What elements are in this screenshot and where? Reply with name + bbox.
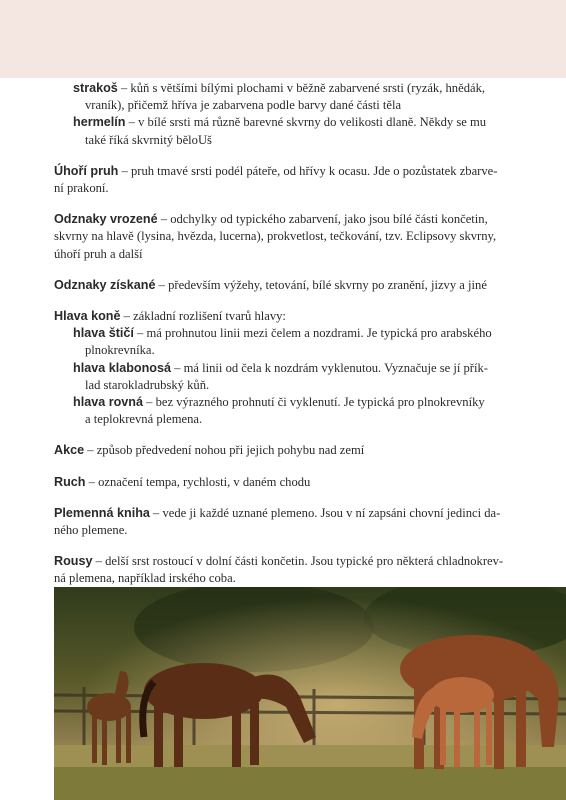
sep: – [171, 360, 184, 375]
entry-klabonosa-cont: lad starokladrubský kůň. [85, 377, 210, 392]
term: hlava štičí [73, 326, 134, 341]
term: Plemenná kniha [54, 505, 150, 520]
text: kůň s většími bílými plochami v běžně zabarvené srsti (ryzák, hnědák, [130, 81, 486, 95]
entry-strakos [54, 80, 514, 97]
text: vede ji každé uznané plemeno. Jsou v ní zapsáni chovní jedinci da- [162, 505, 501, 520]
page-header-band [0, 0, 566, 78]
entry-hermelin-cont: také říká skvrnitý běloUš [85, 132, 212, 147]
entry-kniha [54, 505, 514, 522]
glossary-text [54, 80, 514, 588]
term: Úhoří pruh [54, 163, 119, 178]
text: způsob předvedení nohou při jejich pohybu nad zemí [96, 443, 365, 458]
text: v bílé srsti má různě barevné skvrny do velikosti dlaně. Někdy se mu [138, 115, 487, 130]
term: Odznaky vrozené [54, 212, 158, 227]
text: má prohnutou linii mezi čelem a nozdrami. Je typická pro arabského [146, 326, 492, 341]
sep: – [149, 505, 163, 520]
entry-klabonosa [54, 360, 514, 377]
entry-stiti [54, 325, 514, 342]
sep: – [92, 554, 106, 569]
term: Ruch [54, 474, 86, 489]
sep: – [85, 474, 99, 489]
sep: – [133, 326, 147, 341]
term: Hlava koně [54, 309, 121, 324]
term: Odznaky získané [54, 277, 156, 292]
horses-photo [54, 587, 566, 800]
text: označení tempa, rychlosti, v daném chodu [98, 474, 311, 489]
text: má linii od čela k nozdrám vyklenutou. Vyznačuje se jí přík- [183, 360, 488, 375]
entry-vrozene-cont2: úhoří pruh a další [54, 246, 143, 261]
text: pruh tmavé srsti podél páteře, od hřívy k ocasu. Jde o pozůstatek zbarve- [130, 163, 498, 178]
text: bez výrazného prohnutí či vyklenutí. Je typická pro plnokrevníky [155, 395, 485, 410]
entry-rovna-cont: a teplokrevná plemena. [85, 412, 203, 427]
entry-hlava [54, 308, 514, 325]
entry-ruch [54, 474, 514, 491]
term: hlava rovná [73, 395, 143, 410]
sep: – [117, 81, 131, 95]
entry-uhori-cont: ní prakoní. [54, 181, 109, 196]
term: hermelín [73, 115, 126, 130]
entry-kniha-cont: ného plemene. [54, 523, 128, 538]
entry-stiti-cont: plnokrevníka. [85, 343, 155, 358]
sep: – [84, 443, 97, 458]
entry-strakos-cont: vraník), přičemž hříva je zabarvena podle barvy dané části těla [85, 98, 402, 113]
sep: – [120, 309, 134, 324]
sep: – [125, 115, 139, 130]
text: především výžehy, tetování, bílé skvrny po zranění, jizvy a jiné [168, 277, 487, 292]
entry-rousy [54, 553, 514, 570]
term: hlava klabonosá [73, 360, 171, 375]
entry-rousy-cont: ná plemena, například irského coba. [54, 571, 236, 586]
term: strakoš [73, 81, 118, 95]
term: Rousy [54, 554, 93, 569]
entry-akce [54, 442, 514, 459]
sep: – [143, 395, 156, 410]
sep: – [118, 163, 131, 178]
entry-rovna [54, 394, 514, 411]
entry-hermelin [54, 114, 514, 131]
entry-vrozene-cont: skvrny na hlavě (lysina, hvězda, lucerna), prokvetlost, tečkování, tzv. Eclipsovy skvrny, [54, 229, 497, 244]
term: Akce [54, 443, 85, 458]
entry-uhori [54, 163, 514, 180]
entry-vrozene [54, 211, 514, 228]
text: základní rozlišení tvarů hlavy: [133, 309, 286, 324]
text: delší srst rostoucí v dolní části končetin. Jsou typické pro některá chladnokrev- [105, 554, 504, 569]
text: odchylky od typického zabarvení, jako jsou bílé části končetin, [170, 212, 488, 227]
sep: – [157, 212, 171, 227]
sep: – [155, 277, 169, 292]
entry-ziskane [54, 277, 514, 294]
